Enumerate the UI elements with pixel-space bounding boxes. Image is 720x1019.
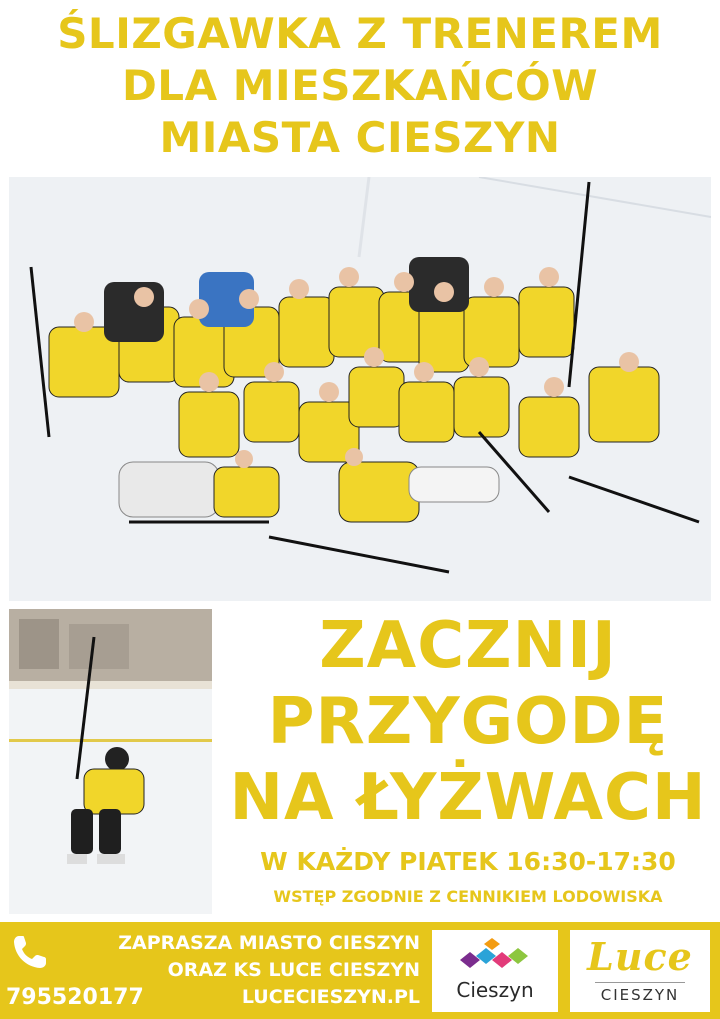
schedule-text: W KAŻDY PIATEK 16:30-17:30 — [260, 847, 676, 876]
website-link[interactable]: LUCECIESZYN.PL — [241, 986, 420, 1008]
luce-logo-divider — [595, 982, 685, 983]
phone-icon — [10, 932, 50, 972]
slogan — [216, 608, 720, 836]
slogan-line-1: ZACZNIJ — [319, 609, 617, 683]
invite-line-1: ZAPRASZA MIASTO CIESZYN — [118, 932, 420, 954]
skater-photo — [9, 609, 212, 914]
title-line-3: MIASTA CIESZYN — [159, 113, 561, 162]
luce-logo-brand: Luce — [587, 934, 693, 979]
slogan-line-2: PRZYGODĘ — [267, 685, 669, 759]
title-line-1: ŚLIZGAWKA Z TRENEREM — [57, 9, 663, 58]
team-photo-illustration — [9, 177, 711, 601]
skater-photo-illustration — [9, 609, 212, 914]
cieszyn-logo-mark — [432, 930, 558, 978]
luce-logo — [570, 930, 710, 1012]
slogan-line-3: NA ŁYŻWACH — [229, 761, 707, 835]
invite-line-2: ORAZ KS LUCE CIESZYN — [167, 959, 420, 981]
entry-note: WSTĘP ZGODNIE Z CENNIKIEM LODOWISKA — [273, 887, 663, 906]
phone-number[interactable]: 795520177 — [6, 985, 144, 1010]
title-line-2: DLA MIESZKAŃCÓW — [121, 61, 599, 110]
luce-logo-subtitle: CIESZYN — [600, 986, 680, 1004]
footer-bar — [0, 922, 720, 1019]
invite-text — [70, 930, 420, 1011]
team-photo — [9, 177, 711, 601]
cieszyn-logo-text: Cieszyn — [456, 978, 534, 1002]
cieszyn-logo — [432, 930, 558, 1012]
poster-title — [0, 8, 720, 164]
